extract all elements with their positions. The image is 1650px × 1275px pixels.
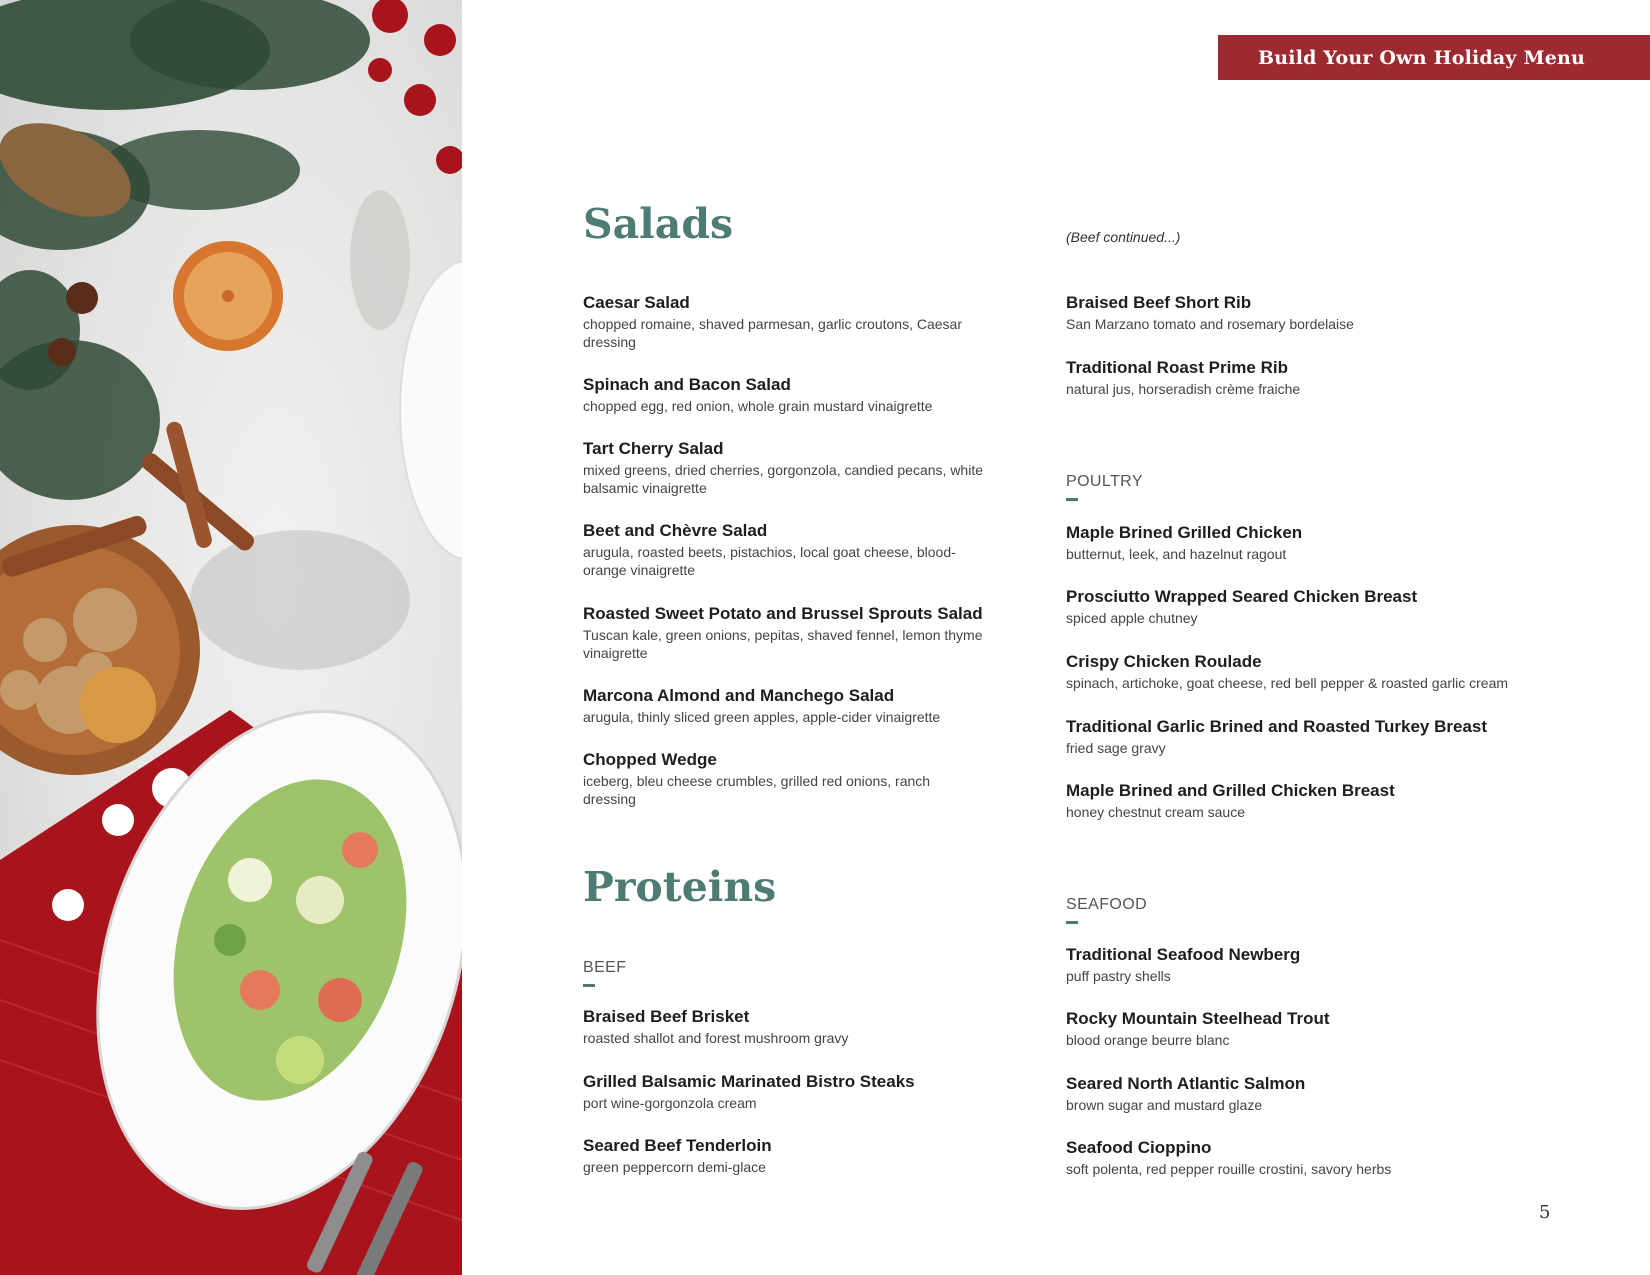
item-name: Grilled Balsamic Marinated Bistro Steaks bbox=[583, 1072, 915, 1091]
item-name: Seared Beef Tenderloin bbox=[583, 1136, 772, 1155]
item-description: blood orange beurre blanc bbox=[1066, 1032, 1230, 1048]
menu-item bbox=[583, 1007, 848, 1047]
menu-item bbox=[1066, 587, 1536, 627]
item-description: San Marzano tomato and rosemary bordelaise bbox=[1066, 316, 1354, 332]
menu-item bbox=[1066, 781, 1536, 821]
item-name: Tart Cherry Salad bbox=[583, 439, 724, 458]
menu-item bbox=[583, 521, 983, 579]
menu-item bbox=[583, 1136, 983, 1176]
menu-item bbox=[583, 750, 983, 808]
left-column bbox=[583, 200, 984, 1175]
item-description: iceberg, bleu cheese crumbles, grilled red onions, ranch dressing bbox=[583, 773, 931, 807]
item-name: Maple Brined and Grilled Chicken Breast bbox=[1066, 781, 1395, 800]
item-description: arugula, roasted beets, pistachios, local goat cheese, blood-orange vinaigrette bbox=[583, 544, 956, 578]
item-name: Braised Beef Short Rib bbox=[1066, 293, 1252, 312]
item-description: puff pastry shells bbox=[1066, 968, 1171, 984]
menu-item bbox=[583, 1072, 983, 1112]
item-name: Marcona Almond and Manchego Salad bbox=[583, 686, 895, 705]
item-name: Caesar Salad bbox=[583, 293, 690, 312]
beef-continued-note: (Beef continued...) bbox=[1066, 229, 1181, 245]
proteins-heading: Proteins bbox=[583, 863, 777, 911]
item-description: fried sage gravy bbox=[1066, 740, 1166, 756]
menu-item bbox=[1066, 293, 1536, 333]
plate bbox=[400, 260, 462, 560]
page-number: 5 bbox=[1539, 1202, 1551, 1223]
item-name: Traditional Garlic Brined and Roasted Turkey Breast bbox=[1066, 717, 1488, 736]
menu-item bbox=[583, 686, 983, 726]
item-name: Beet and Chèvre Salad bbox=[583, 521, 768, 540]
item-description: brown sugar and mustard glaze bbox=[1066, 1097, 1263, 1113]
header-banner bbox=[1218, 35, 1650, 80]
item-description: spinach, artichoke, goat cheese, red bell pepper & roasted garlic cream bbox=[1066, 675, 1509, 691]
menu-item bbox=[1066, 1074, 1536, 1114]
menu-item bbox=[1066, 523, 1536, 563]
star-anise bbox=[66, 282, 98, 314]
item-name: Rocky Mountain Steelhead Trout bbox=[1066, 1009, 1330, 1028]
item-description: honey chestnut cream sauce bbox=[1066, 804, 1245, 820]
menu-title: Build Your Own Holiday Menu bbox=[1258, 46, 1586, 69]
item-description: chopped romaine, shaved parmesan, garlic croutons, Caesar dressing bbox=[583, 316, 962, 350]
item-description: arugula, thinly sliced green apples, apple-cider vinaigrette bbox=[583, 709, 941, 725]
menu-item bbox=[1066, 1009, 1536, 1049]
item-name: Seafood Cioppino bbox=[1066, 1138, 1212, 1157]
red-berries bbox=[368, 0, 462, 174]
item-description: roasted shallot and forest mushroom gravy bbox=[583, 1030, 849, 1046]
item-name: Maple Brined Grilled Chicken bbox=[1066, 523, 1303, 542]
item-description: mixed greens, dried cherries, gorgonzola, candied pecans, white balsamic vinaigrette bbox=[583, 462, 984, 496]
item-name: Traditional Seafood Newberg bbox=[1066, 945, 1301, 964]
salads-heading: Salads bbox=[583, 200, 734, 248]
item-name: Braised Beef Brisket bbox=[583, 1007, 750, 1026]
item-description: chopped egg, red onion, whole grain mustard vinaigrette bbox=[583, 398, 933, 414]
item-description: Tuscan kale, green onions, pepitas, shaved fennel, lemon thyme vinaigrette bbox=[583, 627, 983, 661]
menu-item bbox=[1066, 652, 1536, 692]
item-name: Traditional Roast Prime Rib bbox=[1066, 358, 1288, 377]
menu-item bbox=[583, 604, 983, 662]
item-name: Spinach and Bacon Salad bbox=[583, 375, 791, 394]
menu-item bbox=[1066, 717, 1536, 757]
menu-item bbox=[1066, 1138, 1536, 1178]
menu-item bbox=[583, 293, 983, 351]
right-column bbox=[1066, 228, 1536, 1177]
item-description: spiced apple chutney bbox=[1066, 610, 1198, 626]
menu-item bbox=[1066, 358, 1536, 398]
pine-branches bbox=[0, 0, 370, 500]
item-description: port wine-gorgonzola cream bbox=[583, 1095, 757, 1111]
item-description: green peppercorn demi-glace bbox=[583, 1159, 766, 1175]
photo-illustration bbox=[0, 0, 462, 1275]
item-name: Seared North Atlantic Salmon bbox=[1066, 1074, 1306, 1093]
item-name: Roasted Sweet Potato and Brussel Sprouts Salad bbox=[583, 604, 983, 623]
poultry-subheading: POULTRY bbox=[1066, 473, 1143, 490]
item-name: Chopped Wedge bbox=[583, 750, 717, 769]
item-description: soft polenta, red pepper rouille crostini, savory herbs bbox=[1066, 1161, 1392, 1177]
menu-item bbox=[1066, 945, 1536, 985]
beef-subheading: BEEF bbox=[583, 959, 627, 976]
holiday-food-photo bbox=[0, 0, 462, 1275]
item-description: natural jus, horseradish crème fraiche bbox=[1066, 381, 1301, 397]
seafood-subheading: SEAFOOD bbox=[1066, 896, 1148, 913]
item-name: Crispy Chicken Roulade bbox=[1066, 652, 1262, 671]
item-description: butternut, leek, and hazelnut ragout bbox=[1066, 546, 1287, 562]
item-name: Prosciutto Wrapped Seared Chicken Breast bbox=[1066, 587, 1418, 606]
menu-item bbox=[583, 439, 983, 497]
menu-item bbox=[583, 375, 983, 415]
